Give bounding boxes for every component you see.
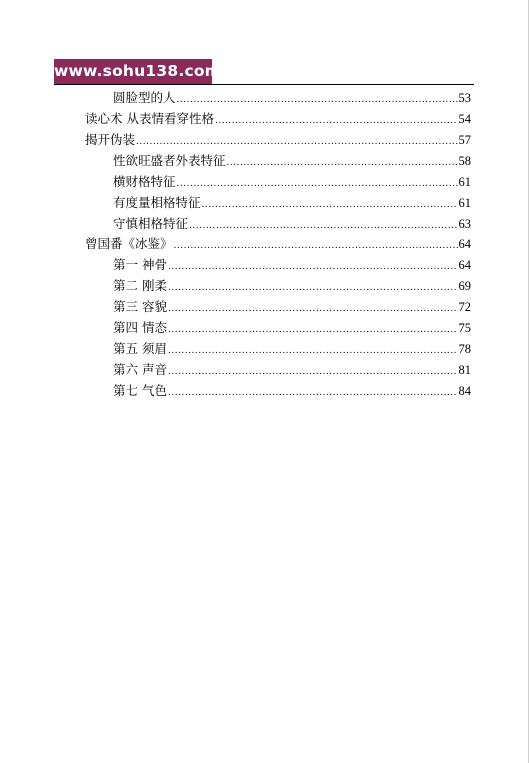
toc-entry-page: 78 bbox=[458, 342, 471, 356]
header-rule bbox=[54, 84, 474, 85]
toc-entry[interactable] bbox=[113, 193, 471, 213]
toc-dot-leader bbox=[168, 257, 458, 277]
toc-dot-leader bbox=[168, 278, 458, 298]
toc-dot-leader bbox=[168, 383, 458, 403]
toc-entry-page: 69 bbox=[458, 279, 471, 293]
toc-entry-title: 第二 刚柔 bbox=[113, 278, 167, 293]
toc-entry-title: 性欲旺盛者外表特征 bbox=[113, 153, 226, 168]
toc-entry-title: 读心术 从表情看穿性格 bbox=[85, 111, 214, 126]
toc-entry-page: 61 bbox=[458, 196, 471, 210]
toc-entry[interactable] bbox=[113, 360, 471, 380]
toc-entry-title: 第六 声音 bbox=[113, 362, 167, 377]
toc-entry-title: 第五 须眉 bbox=[113, 341, 167, 356]
toc-entry-page: 57 bbox=[458, 133, 471, 147]
toc-entry-title: 圆脸型的人 bbox=[113, 90, 176, 105]
toc-entry-title: 揭开伪装 bbox=[85, 132, 136, 147]
toc-entry-page: 53 bbox=[458, 91, 471, 105]
toc-dot-leader bbox=[168, 299, 458, 319]
toc-entry-page: 75 bbox=[458, 321, 471, 335]
toc-entry[interactable] bbox=[85, 234, 471, 254]
toc-entry-page: 58 bbox=[458, 154, 471, 168]
toc-entry[interactable] bbox=[113, 381, 471, 401]
toc-entry-title: 有度量相格特征 bbox=[113, 195, 201, 210]
toc-entry-title: 横财格特征 bbox=[113, 174, 176, 189]
watermark-banner: www.sohu138.com bbox=[54, 59, 212, 84]
toc-entry[interactable] bbox=[113, 297, 471, 317]
toc-dot-leader bbox=[168, 320, 458, 340]
toc-entry-title: 第四 情态 bbox=[113, 320, 167, 335]
toc-entry[interactable] bbox=[113, 214, 471, 234]
toc-dot-leader bbox=[168, 362, 458, 382]
toc-entry[interactable] bbox=[113, 339, 471, 359]
toc-entry[interactable] bbox=[85, 109, 471, 129]
toc-dot-leader bbox=[215, 111, 458, 131]
toc-entry-page: 72 bbox=[458, 300, 471, 314]
toc-entry-title: 第七 气色 bbox=[113, 383, 167, 398]
toc-entry-page: 81 bbox=[458, 363, 471, 377]
toc-entry-page: 64 bbox=[458, 258, 471, 272]
toc-entry[interactable] bbox=[113, 88, 471, 108]
toc-entry[interactable] bbox=[113, 255, 471, 275]
toc-entry-page: 61 bbox=[458, 175, 471, 189]
toc-entry[interactable] bbox=[113, 151, 471, 171]
toc-dot-leader bbox=[136, 132, 457, 152]
toc-entry-title: 第一 神骨 bbox=[113, 257, 167, 272]
toc-entry-page: 84 bbox=[458, 384, 471, 398]
toc-entry-title: 第三 容貌 bbox=[113, 299, 167, 314]
toc-entry-title: 守慎相格特征 bbox=[113, 216, 189, 231]
toc-entry-page: 63 bbox=[458, 217, 471, 231]
toc-dot-leader bbox=[168, 341, 458, 361]
toc-entry[interactable] bbox=[113, 172, 471, 192]
toc-entry[interactable] bbox=[113, 276, 471, 296]
toc-dot-leader bbox=[189, 216, 457, 236]
toc-entry[interactable] bbox=[85, 130, 471, 150]
toc-dot-leader bbox=[177, 174, 458, 194]
toc-entry-page: 64 bbox=[458, 237, 471, 251]
toc-entry[interactable] bbox=[113, 318, 471, 338]
toc-entry-page: 54 bbox=[458, 112, 471, 126]
toc-dot-leader bbox=[202, 195, 458, 215]
toc-dot-leader bbox=[227, 153, 458, 173]
toc-dot-leader bbox=[177, 90, 458, 110]
toc-dot-leader bbox=[174, 236, 458, 256]
toc-entry-title: 曾国番《冰鉴》 bbox=[85, 236, 173, 251]
